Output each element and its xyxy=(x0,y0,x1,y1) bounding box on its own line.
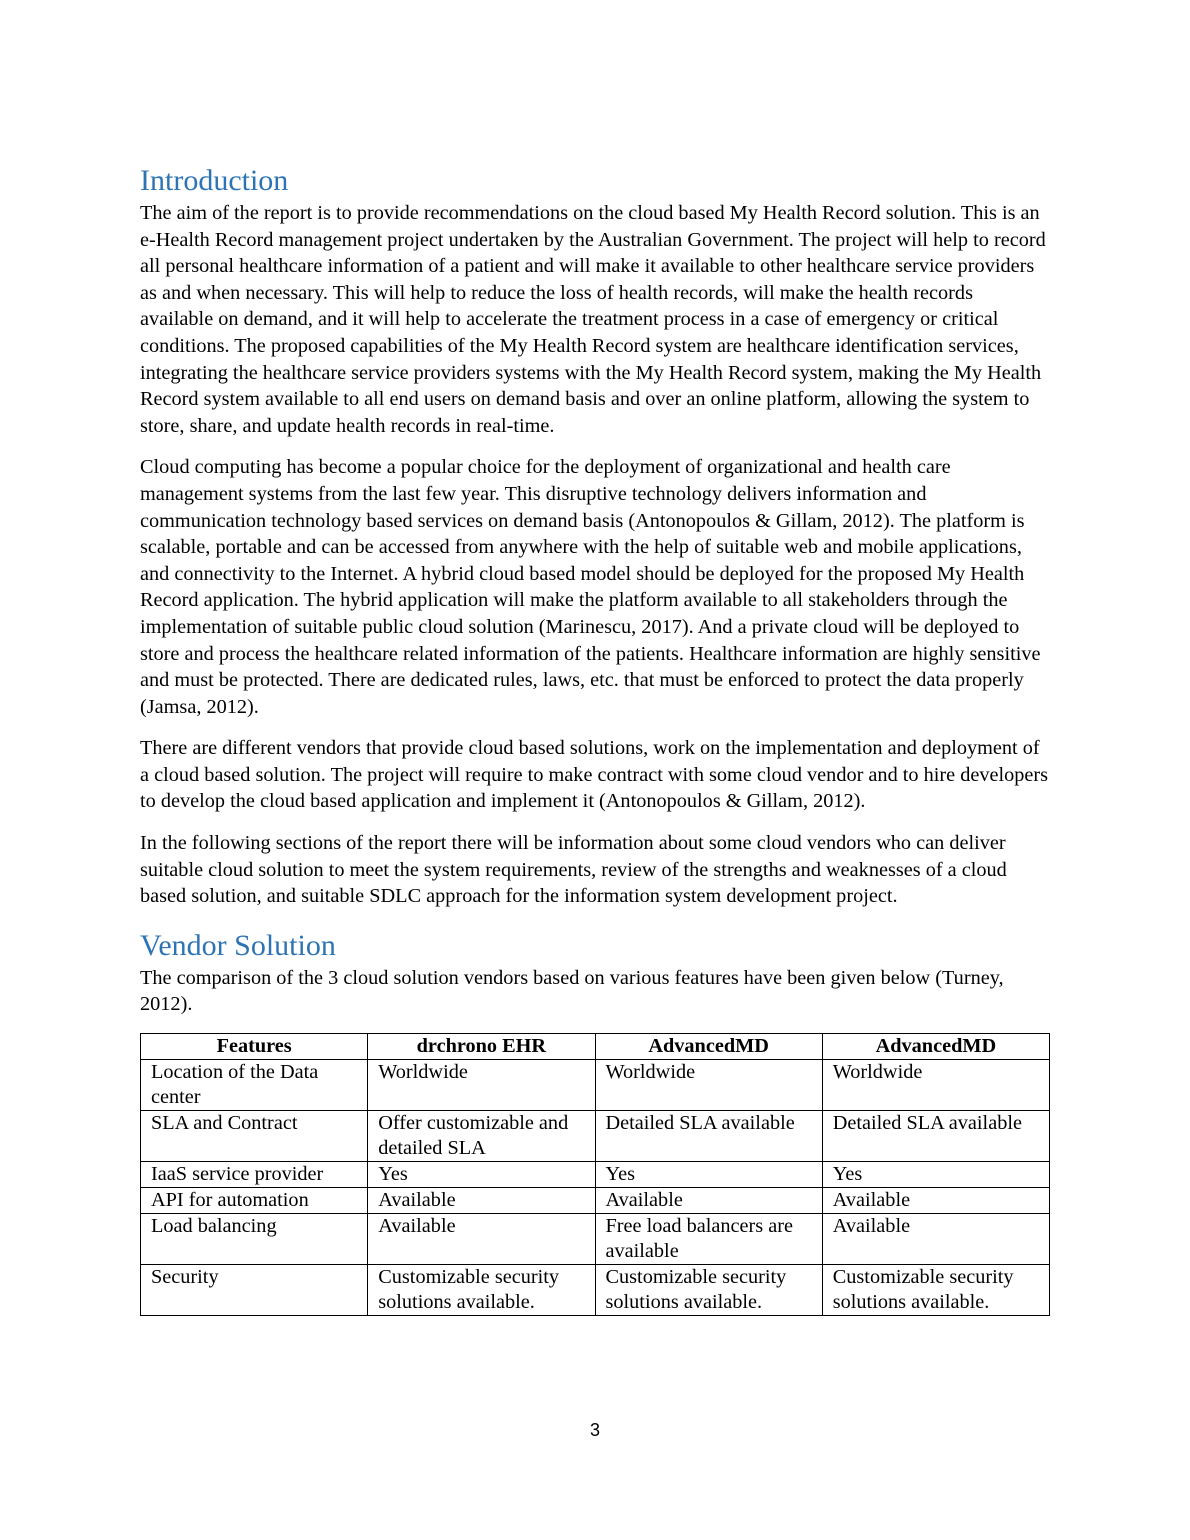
table-cell: Free load balancers are available xyxy=(595,1214,822,1265)
intro-paragraph-1: The aim of the report is to provide recommendations on the cloud based My Health Record solution. This is an e-Health Record management project undertaken by the Australian Government. The project will help to record all personal healthcare information of a patient and will make it available to other healthcare service providers as and when necessary. This will help to reduce the loss of health records, will make the health records available on demand, and it will help to accelerate the treatment process in a case of emergency or critical conditions. The proposed capabilities of the My Health Record system are healthcare identification services, integrating the healthcare service providers systems with the My Health Record system, making the My Health Record system available to all end users on demand basis and over an online platform, allowing the system to store, share, and update health records in real-time. xyxy=(140,202,1046,437)
table-header-cell: AdvancedMD xyxy=(595,1034,822,1060)
table-cell: Available xyxy=(368,1188,595,1214)
table-row xyxy=(141,1162,1050,1188)
table-cell: Worldwide xyxy=(595,1060,822,1111)
vendor-intro-paragraph: The comparison of the 3 cloud solution vendors based on various features have been given below (Turney, 2012). xyxy=(140,966,1004,1016)
intro-paragraph-2: Cloud computing has become a popular choice for the deployment of organizational and health care management systems from the last few year. This disruptive technology delivers information and communication technology based services on demand basis (Antonopoulos & Gillam, 2012). The platform is scalable, portable and can be accessed from anywhere with the help of suitable web and mobile applications, and connectivity to the Internet. A hybrid cloud based model should be deployed for the proposed My Health Record application. The hybrid application will make the platform available to all stakeholders through the implementation of suitable public cloud solution (Marinescu, 2017). And a private cloud will be deployed to store and process the healthcare related information of the patients. Healthcare information are highly sensitive and must be protected. There are dedicated rules, laws, etc. that must be enforced to protect the data properly (Jamsa, 2012). xyxy=(140,456,1041,718)
table-cell: IaaS service provider xyxy=(141,1162,368,1188)
table-row xyxy=(141,1265,1050,1316)
table-row xyxy=(141,1111,1050,1162)
table-header-cell: AdvancedMD xyxy=(822,1034,1049,1060)
vendor-comparison-table xyxy=(140,1033,1050,1316)
table-row xyxy=(141,1060,1050,1111)
table-cell: Location of the Data center xyxy=(141,1060,368,1111)
intro-paragraph-3: There are different vendors that provide cloud based solutions, work on the implementation and deployment of a cloud based solution. The project will require to make contract with some cloud vendor and to hire developers to develop the cloud based application and implement it (Antonopoulos & Gillam, 2012). xyxy=(140,737,1049,813)
table-cell: Customizable security solutions available. xyxy=(368,1265,595,1316)
table-cell: Worldwide xyxy=(822,1060,1049,1111)
table-header-cell: drchrono EHR xyxy=(368,1034,595,1060)
document-page xyxy=(140,160,1050,1316)
table-cell: Available xyxy=(822,1188,1049,1214)
table-cell: API for automation xyxy=(141,1188,368,1214)
introduction-heading: Introduction xyxy=(140,164,289,197)
table-cell: Yes xyxy=(595,1162,822,1188)
table-cell: Detailed SLA available xyxy=(822,1111,1049,1162)
table-cell: Load balancing xyxy=(141,1214,368,1265)
table-cell: Available xyxy=(822,1214,1049,1265)
table-cell: Security xyxy=(141,1265,368,1316)
table-cell: SLA and Contract xyxy=(141,1111,368,1162)
page-number: 3 xyxy=(589,1420,600,1440)
table-row xyxy=(141,1214,1050,1265)
table-cell: Available xyxy=(595,1188,822,1214)
table-header-cell: Features xyxy=(141,1034,368,1060)
table-cell: Offer customizable and detailed SLA xyxy=(368,1111,595,1162)
table-cell: Detailed SLA available xyxy=(595,1111,822,1162)
table-cell: Customizable security solutions available. xyxy=(595,1265,822,1316)
table-cell: Yes xyxy=(368,1162,595,1188)
table-cell: Available xyxy=(368,1214,595,1265)
table-row xyxy=(141,1188,1050,1214)
table-cell: Worldwide xyxy=(368,1060,595,1111)
table-cell: Yes xyxy=(822,1162,1049,1188)
table-header-row xyxy=(141,1034,1050,1060)
table-cell: Customizable security solutions available. xyxy=(822,1265,1049,1316)
intro-paragraph-4: In the following sections of the report there will be information about some cloud vendors who can deliver suitable cloud solution to meet the system requirements, review of the strengths and weaknesses of a cloud based solution, and suitable SDLC approach for the information system development project. xyxy=(140,832,1007,908)
vendor-solution-heading: Vendor Solution xyxy=(140,928,336,962)
